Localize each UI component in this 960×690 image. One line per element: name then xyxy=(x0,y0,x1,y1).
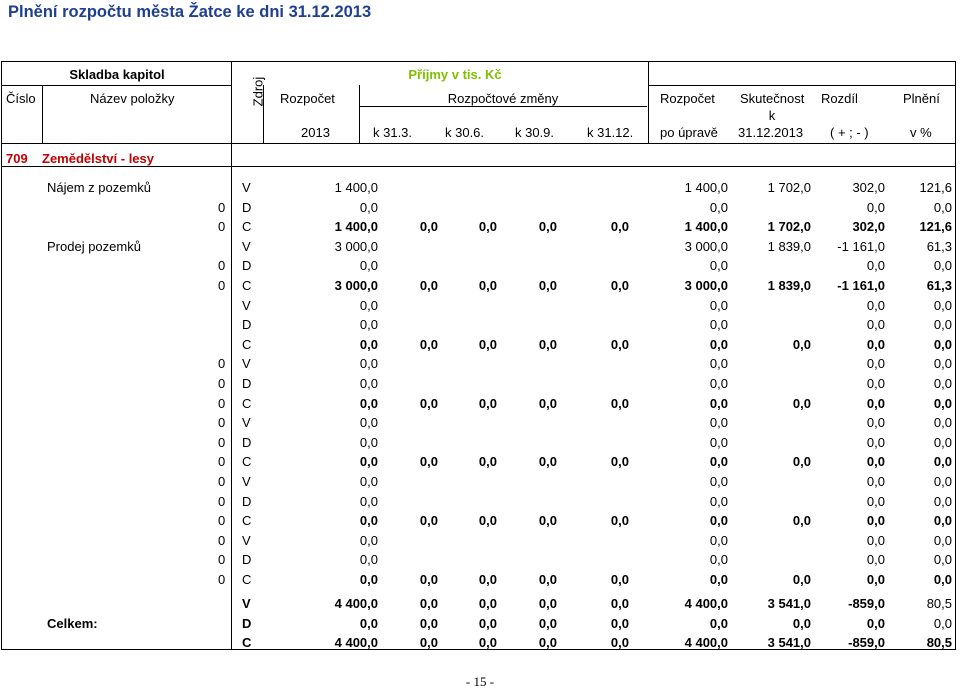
cell-value: -1 161,0 xyxy=(837,278,885,293)
totals-value: 0,0 xyxy=(538,635,557,650)
page-number: - 15 - xyxy=(465,674,495,689)
totals-value: 0,0 xyxy=(538,616,557,631)
totals-value: 0,0 xyxy=(478,635,497,650)
cell-value: 0,0 xyxy=(933,336,952,352)
cell-value: 0,0 xyxy=(538,513,557,529)
header-zmeny: Rozpočtové změny xyxy=(447,91,559,106)
cell-value: 0,0 xyxy=(866,552,885,568)
cell-value: 0,0 xyxy=(478,454,497,470)
cell-value: 0,0 xyxy=(478,513,497,529)
cell-value: 0,0 xyxy=(933,376,952,391)
cell-value: 0,0 xyxy=(419,572,438,587)
cell-value: 0,0 xyxy=(933,493,952,509)
row-zdroj: V xyxy=(242,474,251,489)
row-number: 0 xyxy=(218,552,226,568)
cell-value: 1 839,0 xyxy=(767,238,811,254)
cell-value: 0,0 xyxy=(419,454,438,470)
header-prijmy: Příjmy v tis. Kč xyxy=(408,67,502,82)
row-number: 0 xyxy=(218,219,226,235)
cell-value: 0,0 xyxy=(866,395,885,411)
cell-value: 0,0 xyxy=(359,552,378,568)
budget-table xyxy=(1,61,956,650)
header-zmena-2: k 30.6. xyxy=(445,125,485,140)
cell-value: 1 400,0 xyxy=(334,180,378,195)
cell-value: 1 702,0 xyxy=(767,180,811,195)
totals-value: 4 400,0 xyxy=(684,596,728,611)
cell-value: 0,0 xyxy=(933,572,952,587)
cell-value: 0,0 xyxy=(933,199,952,215)
cell-value: 0,0 xyxy=(866,297,885,313)
header-bottom-line xyxy=(1,143,956,144)
row-number: 0 xyxy=(218,513,226,529)
cell-value: 0,0 xyxy=(359,356,378,372)
cell-value: 0,0 xyxy=(866,356,885,372)
cell-value: 0,0 xyxy=(359,258,378,274)
cell-value: 0,0 xyxy=(359,199,378,215)
cell-value: 61,3 xyxy=(926,278,952,293)
header-skutecnost: Skutečnost xyxy=(740,91,805,106)
cell-value: 0,0 xyxy=(359,454,378,470)
cell-value: -1 161,0 xyxy=(837,238,885,254)
row-number: 0 xyxy=(218,454,226,470)
cell-value: 0,0 xyxy=(933,532,952,548)
row-number: 0 xyxy=(218,258,226,274)
totals-value: 0,0 xyxy=(419,616,438,631)
cell-value: 0,0 xyxy=(933,454,952,470)
totals-zdroj: V xyxy=(242,596,251,611)
chapter-code: 709 xyxy=(6,151,28,166)
cell-value: 0,0 xyxy=(610,572,629,587)
row-zdroj: D xyxy=(242,199,252,215)
row-zdroj: V xyxy=(242,180,251,195)
cell-value: 1 400,0 xyxy=(684,180,728,195)
header-plneni-pct: v % xyxy=(910,125,932,140)
cell-value: 0,0 xyxy=(933,415,952,431)
cell-value: 0,0 xyxy=(709,474,728,489)
cell-value: 0,0 xyxy=(610,454,629,470)
cell-value: 0,0 xyxy=(709,454,728,470)
totals-value: 0,0 xyxy=(792,616,811,631)
row-number: 0 xyxy=(218,434,226,450)
header-nazev: Název položky xyxy=(90,91,175,106)
cell-value: 0,0 xyxy=(709,356,728,372)
totals-value: 0,0 xyxy=(709,616,728,631)
cell-value: 0,0 xyxy=(792,336,811,352)
header-cislo: Číslo xyxy=(6,91,36,106)
cell-value: 0,0 xyxy=(359,572,378,587)
header-zmena-4: k 31.12. xyxy=(587,125,634,140)
totals-value: 0,0 xyxy=(866,616,885,631)
cell-value: 0,0 xyxy=(419,278,438,293)
cell-value: 0,0 xyxy=(709,317,728,333)
page-title: Plnění rozpočtu města Žatce ke dni 31.12.2013 xyxy=(8,3,372,21)
header-rozpocet: Rozpočet xyxy=(280,91,335,106)
row-number: 0 xyxy=(218,376,226,391)
row-zdroj: C xyxy=(242,278,252,293)
cell-value: 0,0 xyxy=(792,513,811,529)
header-rozdil-sign: ( + ; - ) xyxy=(830,125,869,140)
cell-value: 0,0 xyxy=(709,336,728,352)
header-rozpocet2: Rozpočet xyxy=(660,91,715,106)
row-zdroj: C xyxy=(242,336,252,352)
header-zdroj: Zdroj xyxy=(250,76,266,107)
row-zdroj: C xyxy=(242,395,252,411)
row-name: Prodej pozemků xyxy=(47,238,141,254)
totals-value: 80,5 xyxy=(926,635,952,650)
cell-value: 0,0 xyxy=(419,219,438,235)
header-plneni: Plnění xyxy=(903,91,940,106)
header-skutecnost-k: k xyxy=(768,108,776,123)
totals-value: 3 541,0 xyxy=(767,596,811,611)
row-zdroj: C xyxy=(242,219,252,235)
cell-value: 0,0 xyxy=(709,572,728,587)
cell-value: 0,0 xyxy=(478,572,497,587)
row-number: 0 xyxy=(218,532,226,548)
row-zdroj: D xyxy=(242,493,252,509)
totals-value: 0,0 xyxy=(478,596,497,611)
cell-value: 0,0 xyxy=(866,493,885,509)
header-col-divider xyxy=(231,61,232,166)
row-zdroj: D xyxy=(242,434,252,450)
chapter-name: Zemědělství - lesy xyxy=(42,151,154,166)
cell-value: 0,0 xyxy=(359,532,378,548)
cell-value: 0,0 xyxy=(933,552,952,568)
cell-value: 0,0 xyxy=(538,572,557,587)
row-name: Nájem z pozemků xyxy=(47,180,152,195)
cell-value: 0,0 xyxy=(538,278,557,293)
cell-value: 121,6 xyxy=(919,180,952,195)
cell-value: 1 702,0 xyxy=(767,219,811,235)
row-number: 0 xyxy=(218,572,226,587)
cell-value: 0,0 xyxy=(709,434,728,450)
cell-value: 0,0 xyxy=(359,395,378,411)
row-number: 0 xyxy=(218,395,226,411)
cell-value: 0,0 xyxy=(792,395,811,411)
cell-value: 0,0 xyxy=(359,434,378,450)
cell-value: 0,0 xyxy=(419,336,438,352)
cell-value: 0,0 xyxy=(478,219,497,235)
cell-value: 0,0 xyxy=(359,317,378,333)
row-number: 0 xyxy=(218,356,226,372)
cell-value: 0,0 xyxy=(709,376,728,391)
cell-value: 0,0 xyxy=(709,552,728,568)
cell-value: 1 839,0 xyxy=(767,278,811,293)
cell-value: 3 000,0 xyxy=(334,238,378,254)
totals-value: 0,0 xyxy=(933,616,952,631)
totals-value: -859,0 xyxy=(848,596,885,611)
cell-value: 0,0 xyxy=(478,278,497,293)
header-rozdil: Rozdíl xyxy=(821,91,858,106)
totals-zdroj: D xyxy=(242,616,252,631)
totals-value: 0,0 xyxy=(419,635,438,650)
cell-value: 0,0 xyxy=(866,199,885,215)
totals-value: 4 400,0 xyxy=(334,635,378,650)
cell-value: 0,0 xyxy=(866,258,885,274)
cell-value: 0,0 xyxy=(933,317,952,333)
row-zdroj: D xyxy=(242,258,252,274)
header-zmena-3: k 30.9. xyxy=(515,125,555,140)
totals-value: 0,0 xyxy=(610,616,629,631)
totals-value: 80,5 xyxy=(926,596,952,611)
totals-value: 0,0 xyxy=(610,596,629,611)
cell-value: 0,0 xyxy=(610,278,629,293)
row-zdroj: V xyxy=(242,532,251,548)
cell-value: 0,0 xyxy=(866,532,885,548)
header-zmena-1: k 31.3. xyxy=(373,125,413,140)
cell-value: 0,0 xyxy=(359,415,378,431)
cell-value: 3 000,0 xyxy=(334,278,378,293)
body-col-divider xyxy=(231,166,232,650)
cell-value: 0,0 xyxy=(538,219,557,235)
header-col-divider xyxy=(42,85,43,143)
totals-value: 0,0 xyxy=(610,635,629,650)
cell-value: 0,0 xyxy=(709,532,728,548)
row-zdroj: C xyxy=(242,454,252,470)
header-col-divider xyxy=(648,61,649,143)
cell-value: 0,0 xyxy=(933,395,952,411)
cell-value: 0,0 xyxy=(866,572,885,587)
cell-value: 302,0 xyxy=(852,180,885,195)
header-po-uprave: po úpravě xyxy=(660,125,718,140)
row-zdroj: V xyxy=(242,297,251,313)
cell-value: 0,0 xyxy=(478,336,497,352)
cell-value: 0,0 xyxy=(610,336,629,352)
totals-value: 0,0 xyxy=(359,616,378,631)
cell-value: 0,0 xyxy=(709,493,728,509)
header-divider xyxy=(648,85,956,86)
row-zdroj: D xyxy=(242,552,252,568)
cell-value: 0,0 xyxy=(933,434,952,450)
row-zdroj: C xyxy=(242,572,252,587)
row-zdroj: V xyxy=(242,238,251,254)
cell-value: 0,0 xyxy=(709,415,728,431)
cell-value: 3 000,0 xyxy=(684,278,728,293)
totals-value: 0,0 xyxy=(478,616,497,631)
cell-value: 0,0 xyxy=(359,474,378,489)
cell-value: 0,0 xyxy=(610,513,629,529)
cell-value: 0,0 xyxy=(610,395,629,411)
totals-value: 0,0 xyxy=(538,596,557,611)
header-divider xyxy=(1,85,231,86)
totals-value: 3 541,0 xyxy=(767,635,811,650)
cell-value: 0,0 xyxy=(359,297,378,313)
totals-zdroj: C xyxy=(242,635,252,650)
totals-value: 4 400,0 xyxy=(684,635,728,650)
cell-value: 0,0 xyxy=(419,395,438,411)
row-zdroj: V xyxy=(242,415,251,431)
totals-value: 0,0 xyxy=(419,596,438,611)
row-number: 0 xyxy=(218,199,226,215)
cell-value: 0,0 xyxy=(866,474,885,489)
header-skladba: Skladba kapitol xyxy=(69,67,165,82)
header-rozpocet-rok: 2013 xyxy=(301,125,330,140)
cell-value: 0,0 xyxy=(933,297,952,313)
cell-value: 0,0 xyxy=(359,376,378,391)
cell-value: 1 400,0 xyxy=(684,219,728,235)
totals-value: -859,0 xyxy=(848,635,885,650)
row-zdroj: C xyxy=(242,513,252,529)
cell-value: 0,0 xyxy=(359,336,378,352)
cell-value: 0,0 xyxy=(792,572,811,587)
row-number: 0 xyxy=(218,493,226,509)
cell-value: 0,0 xyxy=(538,454,557,470)
totals-label: Celkem: xyxy=(47,616,98,631)
totals-value: 4 400,0 xyxy=(334,596,378,611)
cell-value: 61,3 xyxy=(926,238,952,254)
cell-value: 3 000,0 xyxy=(684,238,728,254)
cell-value: 0,0 xyxy=(866,454,885,470)
cell-value: 0,0 xyxy=(792,454,811,470)
cell-value: 302,0 xyxy=(852,219,885,235)
header-skutecnost-date: 31.12.2013 xyxy=(738,125,804,140)
cell-value: 0,0 xyxy=(709,513,728,529)
cell-value: 0,0 xyxy=(538,336,557,352)
cell-value: 0,0 xyxy=(866,317,885,333)
cell-value: 0,0 xyxy=(359,493,378,509)
row-number: 0 xyxy=(218,278,226,293)
cell-value: 0,0 xyxy=(866,434,885,450)
cell-value: 0,0 xyxy=(933,513,952,529)
cell-value: 0,0 xyxy=(709,297,728,313)
cell-value: 0,0 xyxy=(866,415,885,431)
cell-value: 0,0 xyxy=(933,258,952,274)
cell-value: 0,0 xyxy=(538,395,557,411)
cell-value: 0,0 xyxy=(933,356,952,372)
row-number: 0 xyxy=(218,415,226,431)
cell-value: 1 400,0 xyxy=(334,219,378,235)
cell-value: 0,0 xyxy=(610,219,629,235)
cell-value: 0,0 xyxy=(709,199,728,215)
cell-value: 0,0 xyxy=(866,336,885,352)
cell-value: 0,0 xyxy=(709,258,728,274)
cell-value: 0,0 xyxy=(478,395,497,411)
cell-value: 0,0 xyxy=(866,376,885,391)
cell-value: 0,0 xyxy=(933,474,952,489)
row-zdroj: D xyxy=(242,317,252,333)
cell-value: 0,0 xyxy=(709,395,728,411)
cell-value: 0,0 xyxy=(359,513,378,529)
cell-value: 0,0 xyxy=(419,513,438,529)
row-number: 0 xyxy=(218,474,226,489)
cell-value: 121,6 xyxy=(919,219,952,235)
row-zdroj: V xyxy=(242,356,251,372)
row-zdroj: D xyxy=(242,376,252,391)
cell-value: 0,0 xyxy=(866,513,885,529)
